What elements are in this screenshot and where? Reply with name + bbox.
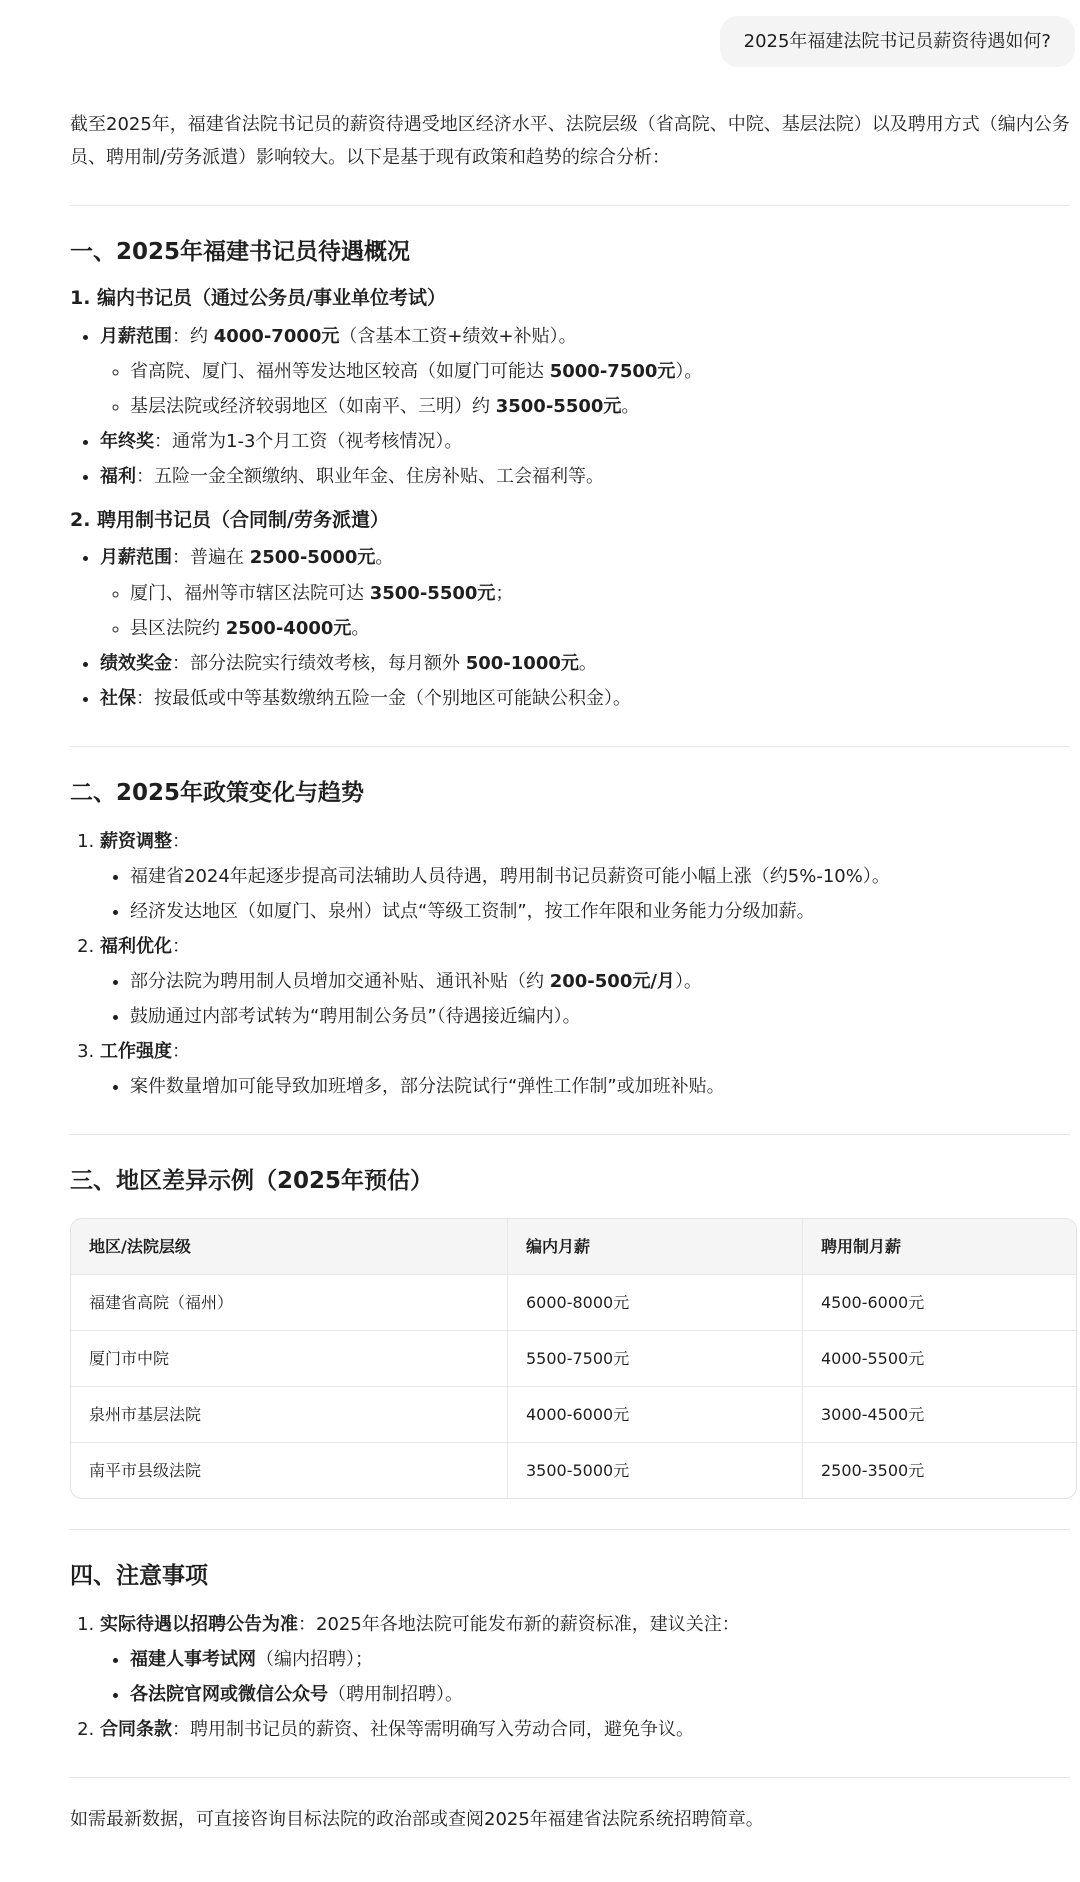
table-cell: 福建省高院（福州） bbox=[71, 1275, 508, 1331]
table-row bbox=[71, 1331, 1076, 1387]
section-2-list bbox=[70, 824, 1070, 1105]
table-row bbox=[71, 1443, 1076, 1499]
list-item: • 绩效奖金：部分法院实行绩效考核，每月额外 500-1000元。 bbox=[100, 646, 1070, 681]
sub-list bbox=[100, 1642, 1070, 1712]
table-header: 聘用制月薪 bbox=[803, 1219, 1077, 1275]
table-header: 编内月薪 bbox=[508, 1219, 803, 1275]
list-item: ◦ 基层法院或经济较弱地区（如南平、三明）约 3500-5500元。 bbox=[130, 389, 1070, 424]
divider bbox=[70, 1777, 1070, 1778]
list-item: 1. 实际待遇以招聘公告为准：2025年各地法院可能发布新的薪资标准，建议关注： • 福建人事考试网（编内招聘）； • 各法院官网或微信公众号（聘用制招聘）。 bbox=[100, 1607, 1070, 1712]
table-cell: 3000-4500元 bbox=[803, 1387, 1077, 1443]
table-cell: 6000-8000元 bbox=[508, 1275, 803, 1331]
section-1-title: 一、2025年福建书记员待遇概况 bbox=[70, 238, 411, 265]
table-header: 地区/法院层级 bbox=[71, 1219, 508, 1275]
region-salary-table bbox=[70, 1218, 1077, 1499]
list-item: • 经济发达地区（如厦门、泉州）试点“等级工资制”，按工作年限和业务能力分级加薪。 bbox=[130, 894, 1070, 929]
sub-list bbox=[100, 859, 1070, 929]
table-cell: 4000-6000元 bbox=[508, 1387, 803, 1443]
list-item: • 月薪范围：普遍在 2500-5000元。 ◦ 厦门、福州等市辖区法院可达 3500-5500元； ◦ 县区法院约 2500-4000元。 bbox=[100, 540, 1070, 645]
assistant-response bbox=[70, 108, 1070, 1835]
table-header-row bbox=[71, 1219, 1076, 1275]
table-row bbox=[71, 1387, 1076, 1443]
list-item: 2. 福利优化： • 部分法院为聘用制人员增加交通补贴、通讯补贴（约 200-500元/月）。 • 鼓励通过内部考试转为“聘用制公务员”（待遇接近编内）。 bbox=[100, 929, 1070, 1034]
table-row bbox=[71, 1275, 1076, 1331]
list-item: 2. 合同条款：聘用制书记员的薪资、社保等需明确写入劳动合同，避免争议。 bbox=[100, 1712, 1070, 1747]
subsection-2-list bbox=[70, 540, 1070, 715]
list-item: 1. 薪资调整： • 福建省2024年起逐步提高司法辅助人员待遇，聘用制书记员薪资可能小幅上涨（约5%-10%）。 • 经济发达地区（如厦门、泉州）试点“等级工资制”，按工作年限和业务能力分级加薪。 bbox=[100, 824, 1070, 929]
table-cell: 2500-3500元 bbox=[803, 1443, 1077, 1499]
list-item: • 部分法院为聘用制人员增加交通补贴、通讯补贴（约 200-500元/月）。 bbox=[130, 964, 1070, 999]
table-cell: 4000-5500元 bbox=[803, 1331, 1077, 1387]
subsection-1-title: 1. 编内书记员（通过公务员/事业单位考试） bbox=[70, 287, 446, 310]
subsection-1-list bbox=[70, 319, 1070, 494]
table-cell: 厦门市中院 bbox=[71, 1331, 508, 1387]
subsection-2-title: 2. 聘用制书记员（合同制/劳务派遣） bbox=[70, 509, 389, 532]
divider bbox=[70, 1529, 1070, 1530]
list-item: ◦ 厦门、福州等市辖区法院可达 3500-5500元； bbox=[130, 576, 1070, 611]
list-item: • 福利：五险一金全额缴纳、职业年金、住房补贴、工会福利等。 bbox=[100, 459, 1070, 494]
list-item: • 福建省2024年起逐步提高司法辅助人员待遇，聘用制书记员薪资可能小幅上涨（约5%-10%）。 bbox=[130, 859, 1070, 894]
table-cell: 3500-5000元 bbox=[508, 1443, 803, 1499]
outro-paragraph: 如需最新数据，可直接咨询目标法院的政治部或查阅2025年福建省法院系统招聘简章。 bbox=[70, 1809, 764, 1831]
section-4-list bbox=[70, 1607, 1070, 1747]
divider bbox=[70, 205, 1070, 206]
list-item: • 各法院官网或微信公众号（聘用制招聘）。 bbox=[130, 1677, 1070, 1712]
list-item: • 年终奖：通常为1-3个月工资（视考核情况）。 bbox=[100, 424, 1070, 459]
divider bbox=[70, 1134, 1070, 1135]
list-item: • 案件数量增加可能导致加班增多，部分法院试行“弹性工作制”或加班补贴。 bbox=[130, 1069, 1070, 1104]
intro-paragraph: 截至2025年，福建省法院书记员的薪资待遇受地区经济水平、法院层级（省高院、中院、基层法院）以及聘用方式（编内公务员、聘用制/劳务派遣）影响较大。以下是基于现有政策和趋势的综合分析： bbox=[70, 114, 1070, 169]
table-cell: 4500-6000元 bbox=[803, 1275, 1077, 1331]
section-4-title: 四、注意事项 bbox=[70, 1563, 208, 1590]
list-item: • 社保：按最低或中等基数缴纳五险一金（个别地区可能缺公积金）。 bbox=[100, 681, 1070, 716]
list-item: • 鼓励通过内部考试转为“聘用制公务员”（待遇接近编内）。 bbox=[130, 999, 1070, 1034]
section-3-title: 三、地区差异示例（2025年预估） bbox=[70, 1168, 434, 1195]
divider bbox=[70, 746, 1070, 747]
section-2-title: 二、2025年政策变化与趋势 bbox=[70, 779, 365, 806]
list-item: ◦ 省高院、厦门、福州等发达地区较高（如厦门可能达 5000-7500元）。 bbox=[130, 354, 1070, 389]
sub-list bbox=[100, 576, 1070, 646]
sub-list bbox=[100, 1069, 1070, 1104]
list-item: • 福建人事考试网（编内招聘）； bbox=[130, 1642, 1070, 1677]
list-item: 3. 工作强度： • 案件数量增加可能导致加班增多，部分法院试行“弹性工作制”或加班补贴。 bbox=[100, 1034, 1070, 1104]
table-cell: 南平市县级法院 bbox=[89, 1460, 202, 1480]
user-message-bubble: 2025年福建法院书记员薪资待遇如何? bbox=[720, 16, 1075, 67]
table-cell: 泉州市基层法院 bbox=[71, 1387, 508, 1443]
sub-list bbox=[100, 354, 1070, 424]
sub-list bbox=[100, 964, 1070, 1034]
table-cell: 5500-7500元 bbox=[508, 1331, 803, 1387]
list-item: ◦ 县区法院约 2500-4000元。 bbox=[130, 611, 1070, 646]
list-item: • 月薪范围：约 4000-7000元（含基本工资+绩效+补贴）。 ◦ 省高院、厦门、福州等发达地区较高（如厦门可能达 5000-7500元）。 ◦ 基层法院或经济较弱地区（如南平、三明）约 3500-5500元。 bbox=[100, 319, 1070, 424]
